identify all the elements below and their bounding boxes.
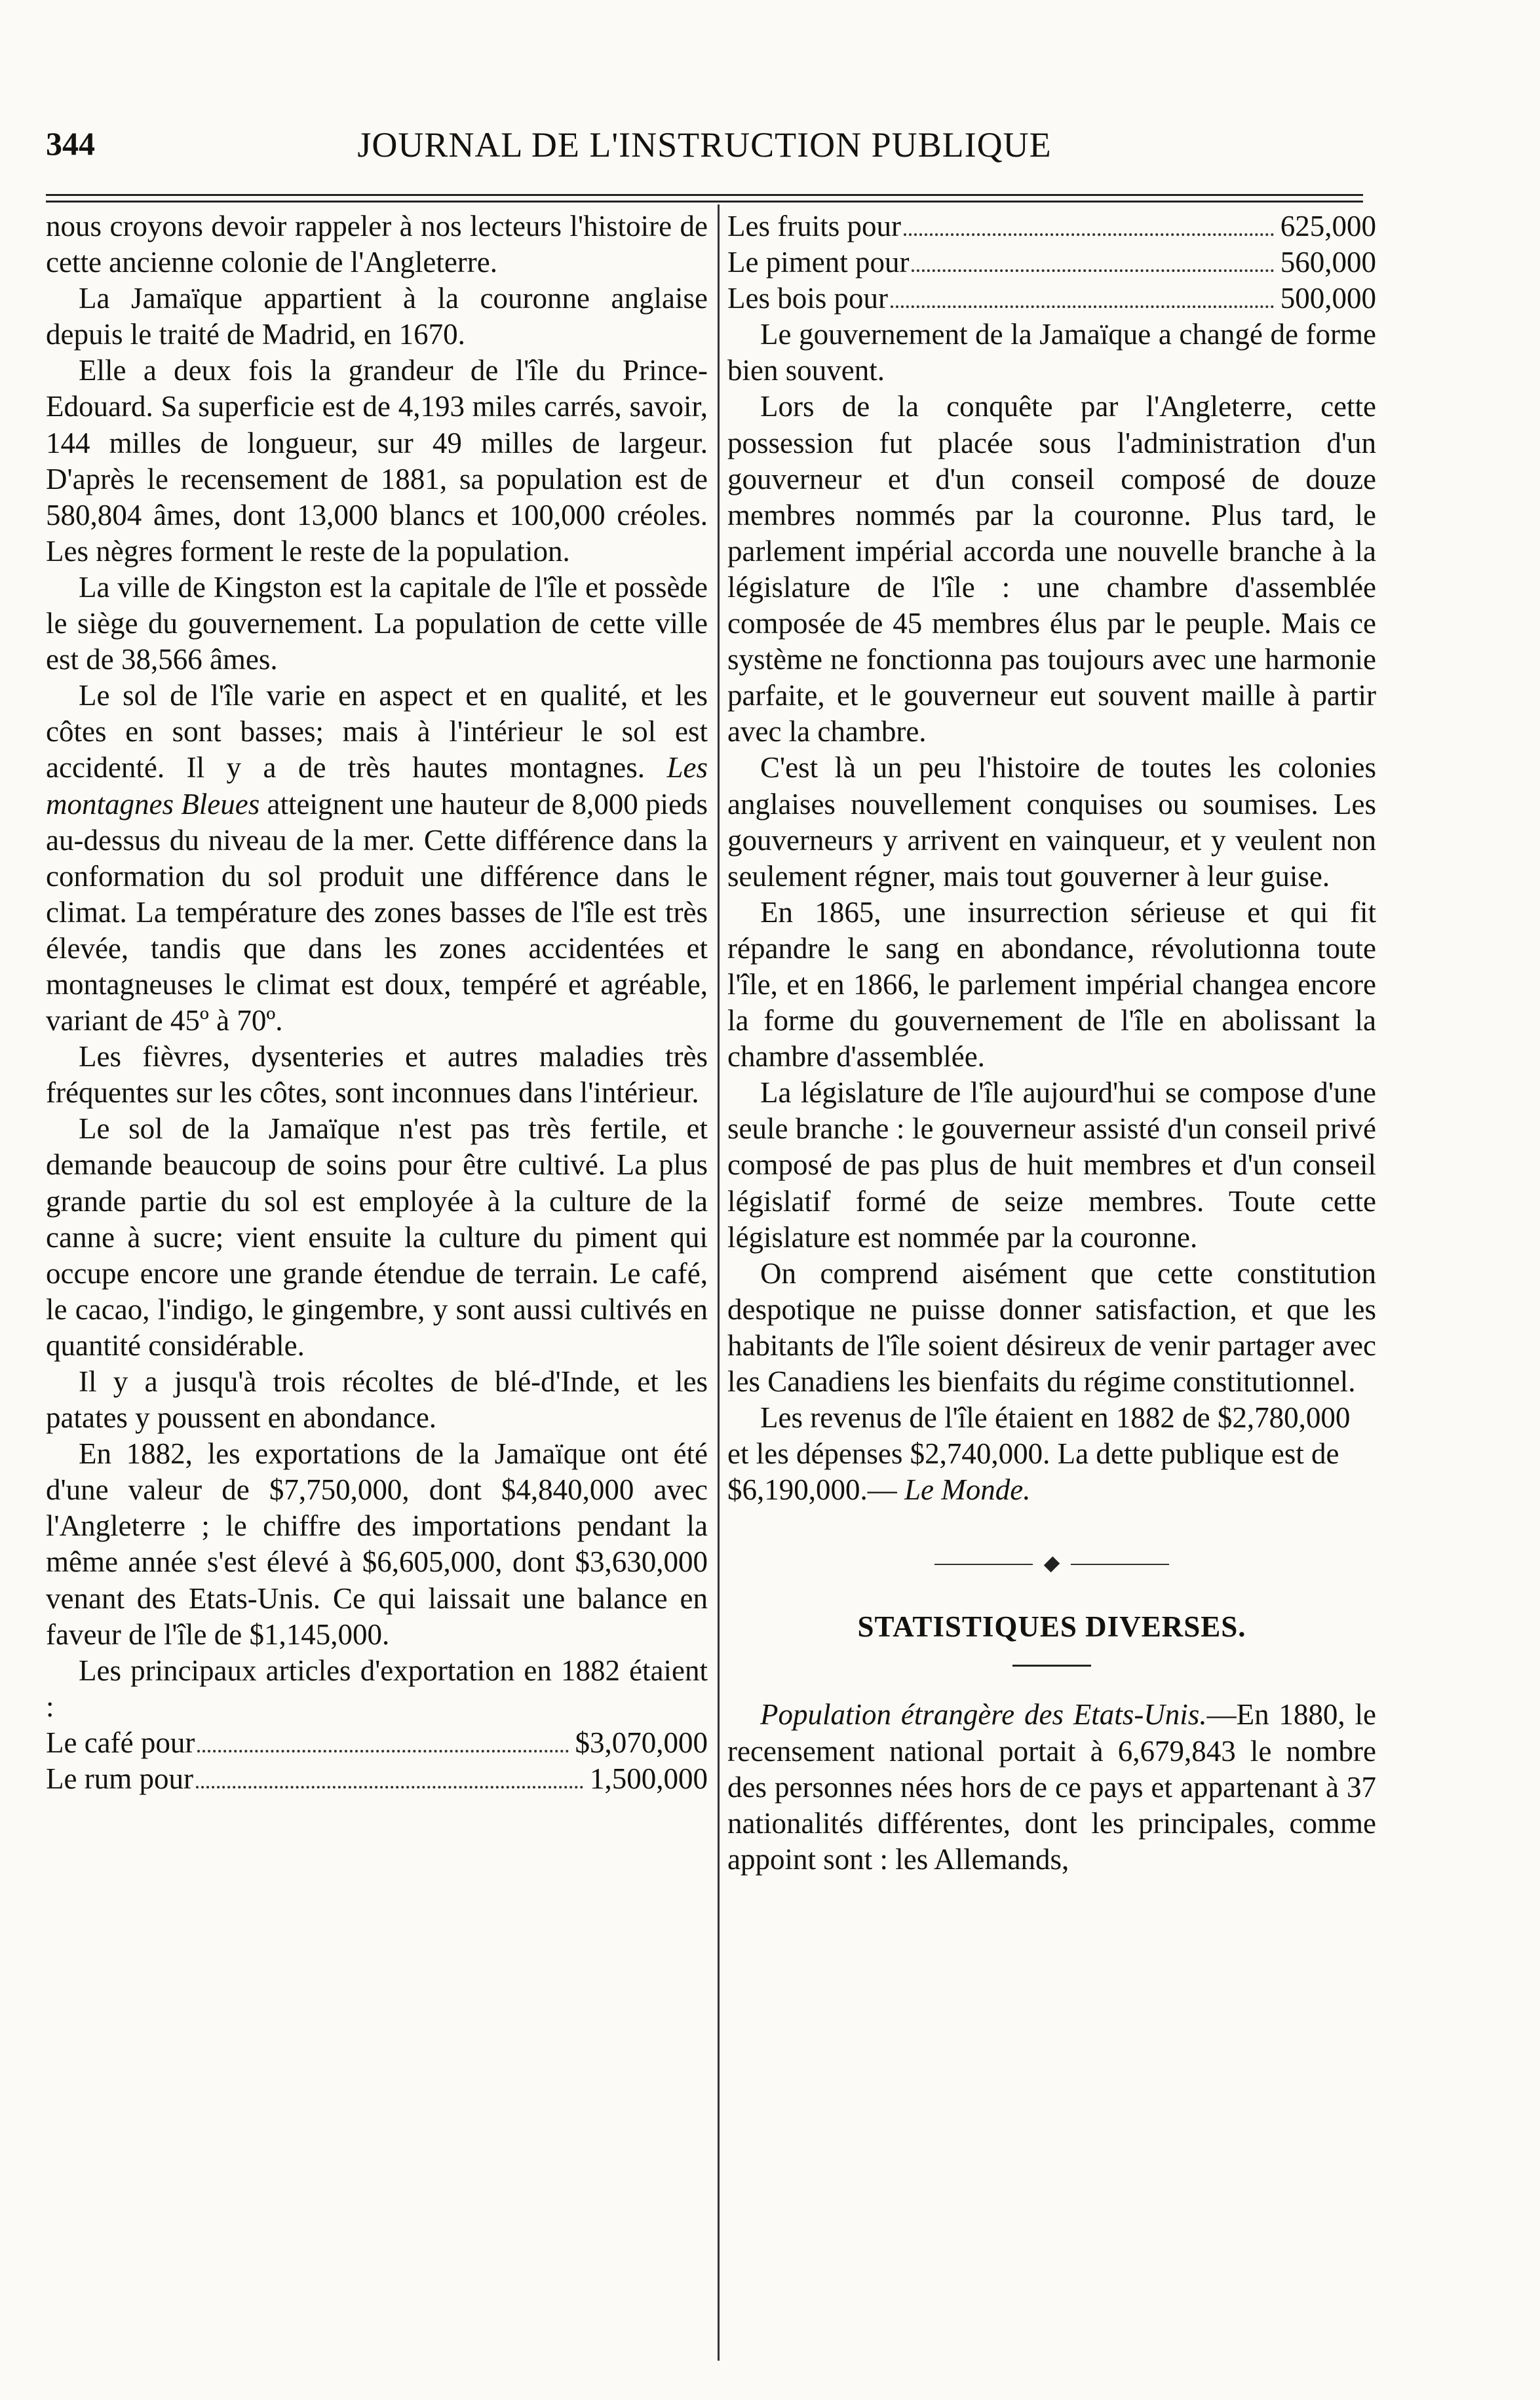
section-title: STATISTIQUES DIVERSES.	[857, 1610, 1246, 1644]
paragraph: C'est là un peu l'histoire de toutes les colonies anglaises nouvellement conquises ou soumises. Les gouverneurs y arrivent en vainqueur, et y veulent non seulement régner, mais tout gouverner à leur guise.	[727, 751, 1376, 893]
paragraph: Les fièvres, dysenteries et autres maladies très fréquentes sur les côtes, sont inconnues dans l'intérieur.	[46, 1040, 708, 1110]
paragraph: Population étrangère des Etats-Unis.—En 1880, le recensement national portait à 6,679,843 le nombre des personnes nées hors de ce pays et appartenant à 37 nationalités différentes, dont les principales, comme appoint sont : les Allemands,	[727, 1698, 1376, 1876]
right-column	[727, 208, 1376, 1878]
paragraph: Le sol de la Jamaïque n'est pas très fertile, et demande beaucoup de soins pour être cultivé. La plus grande partie du sol est employée à la culture de la canne à sucre; vient ensuite la culture du piment qui occupe encore une grande étendue de terrain. Le café, le cacao, l'indigo, le gingembre, y sont aussi cultivés en quantité considérable.	[46, 1112, 708, 1362]
page-number: 344	[46, 125, 95, 162]
export-row: Les fruits pour 625,000	[727, 210, 1376, 242]
left-column	[46, 208, 708, 1797]
header-rule-double	[46, 201, 1363, 203]
paragraph: Le sol de l'île varie en aspect et en qualité, et les côtes en sont basses; mais à l'intérieur le sol est accidenté. Il y a de très hautes montagnes. Les montagnes Bleues atteignent une hauteur de 8,000 pieds au-dessus du niveau de la mer. Cette différence dans la conformation du sol produit une différence dans le climat. La température des zones basses de l'île est très élevée, tandis que dans les zones accidentées et montagneuses le climat est doux, tempéré et agréable, variant de 45º à 70º.	[46, 679, 708, 1037]
source-credit: Le Monde.	[904, 1473, 1031, 1507]
export-row: Le café pour $3,070,000	[46, 1726, 708, 1759]
paragraph: Elle a deux fois la grandeur de l'île du Prince-Edouard. Sa superficie est de 4,193 miles carrés, savoir, 144 milles de longueur, sur 49 milles de largeur. D'après le recensement de 1881, sa population est de 580,804 âmes, dont 13,000 blancs et 100,000 créoles. Les nègres forment le reste de la population.	[46, 354, 708, 568]
header-rule	[46, 194, 1363, 196]
paragraph: Le gouvernement de la Jamaïque a changé de forme bien souvent.	[727, 318, 1376, 387]
paragraph: On comprend aisément que cette constitution despotique ne puisse donner satisfaction, et que les habitants de l'île soient désireux de venir partager avec les Canadiens les bienfaits du régime constitutionnel.	[727, 1256, 1376, 1398]
paragraph: Les revenus de l'île étaient en 1882 de $2,780,000 et les dépenses $2,740,000. La dette publique est de $6,190,000.— Le Monde.	[727, 1401, 1351, 1507]
column-divider	[718, 204, 720, 2361]
export-row: Les bois pour 500,000	[727, 282, 1376, 315]
paragraph: Les principaux articles d'exportation en 1882 étaient :	[46, 1654, 708, 1723]
paragraph: En 1882, les exportations de la Jamaïque ont été d'une valeur de $7,750,000, dont $4,840,000 avec l'Angleterre ; le chiffre des importations pendant la même année s'est élevé à $6,605,000, dont $3,630,000 venant des Etats-Unis. Ce qui laissait une balance en faveur de l'île de $1,145,000.	[46, 1437, 708, 1651]
page-header	[46, 125, 1363, 177]
italic-heading: Population étrangère des Etats-Unis.	[760, 1698, 1207, 1732]
paragraph: La ville de Kingston est la capitale de l'île et possède le siège du gouvernement. La population de cette ville est de 38,566 âmes.	[46, 570, 708, 676]
paragraph: Il y a jusqu'à trois récoltes de blé-d'Inde, et les patates y poussent en abondance.	[46, 1365, 708, 1435]
paragraph: Lors de la conquête par l'Angleterre, cette possession fut placée sous l'administration d'un gouverneur et d'un conseil composé de douze membres nommés par la couronne. Plus tard, le parlement impérial accorda une nouvelle branche à la législature de l'île : une chambre d'assemblée composée de 45 membres élus par le peuple. Mais ce système ne fonctionna pas toujours avec une harmonie parfaite, et le gouverneur eut souvent maille à partir avec la chambre.	[727, 390, 1376, 748]
paragraph: nous croyons devoir rappeler à nos lecteurs l'histoire de cette ancienne colonie de l'Angleterre.	[46, 210, 708, 279]
export-row: Le rum pour 1,500,000	[46, 1762, 708, 1796]
paragraph: La Jamaïque appartient à la couronne anglaise depuis le traité de Madrid, en 1670.	[46, 282, 708, 351]
section-rule	[1012, 1665, 1091, 1667]
italic-term: Les montagnes Bleues	[46, 751, 708, 821]
paragraph: La législature de l'île aujourd'hui se compose d'une seule branche : le gouverneur assisté d'un conseil privé composé de pas plus de huit membres et d'un conseil législatif formé de seize membres. Toute cette législature est nommée par la couronne.	[727, 1076, 1376, 1254]
running-title: JOURNAL DE L'INSTRUCTION PUBLIQUE	[357, 125, 1052, 165]
paragraph: En 1865, une insurrection sérieuse et qui fit répandre le sang en abondance, révolutionna toute l'île, et en 1866, le parlement impérial changea encore la forme du gouvernement de l'île en abolissant la chambre d'assemblée.	[727, 895, 1376, 1074]
export-row: Le piment pour 560,000	[727, 246, 1376, 279]
section-ornament	[727, 1559, 1376, 1570]
